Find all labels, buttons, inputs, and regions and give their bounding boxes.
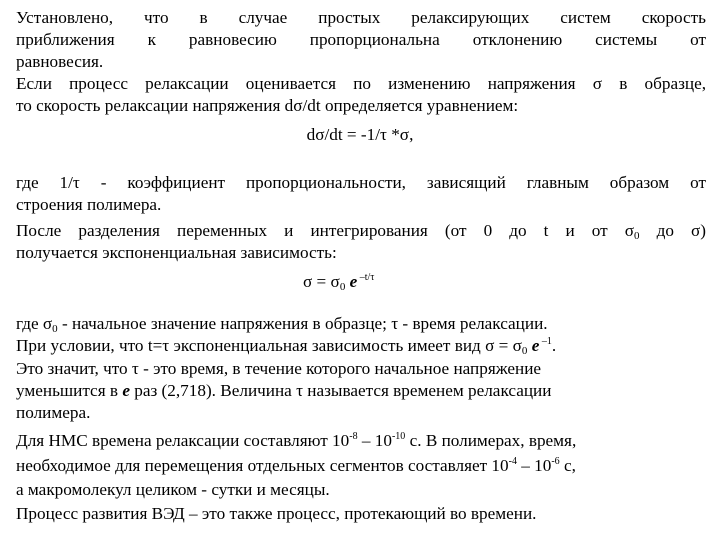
paragraph-4-line-1 <box>16 220 706 242</box>
paragraph-5-line-4-e: e <box>122 381 130 400</box>
paragraph-6-line-1-sup-2: -10 <box>391 431 406 442</box>
paragraph-6-line-2 <box>16 455 706 477</box>
paragraph-6-line-2-end: с, <box>559 456 576 475</box>
paragraph-6-line-1-end: с. В полимерах, время, <box>405 431 577 450</box>
paragraph-4-line-2: получается экспоненциальная зависимость: <box>16 243 337 262</box>
equation-exponential <box>303 271 503 293</box>
paragraph-6-line-2-mid: – 10 <box>516 456 552 475</box>
paragraph-5-line-4-end: раз (2,718). Величина τ называется временем релаксации <box>129 381 552 400</box>
paragraph-6-line-2-sup-1: -4 <box>508 456 517 467</box>
equation-rate: dσ/dt = -1/τ *σ, <box>306 125 414 144</box>
paragraph-1-line-3: равновесия. <box>16 52 104 71</box>
paragraph-6-line-3: а макромолекул целиком - сутки и месяцы. <box>16 480 330 499</box>
paragraph-3-line-1: где 1/τ - коэффициент пропорциональности, зависящий главным образом от <box>16 173 706 192</box>
paragraph-5-line-2-end: . <box>551 336 557 355</box>
equation-exponential-sub: 0 <box>339 281 346 293</box>
paragraph-5-line-1-start: где σ <box>16 314 53 333</box>
paragraph-5-line-2-e: e <box>527 336 540 355</box>
equation-exponential-e: e <box>345 272 358 291</box>
paragraph-5-line-1-sub: 0 <box>52 323 58 335</box>
paragraph-7: Процесс развития ВЭД – это также процесс, протекающий во времени. <box>16 504 537 523</box>
paragraph-5-line-1-end: - начальное значение напряжения в образце; τ - время релаксации. <box>57 314 548 333</box>
paragraph-5-line-4 <box>16 380 706 402</box>
paragraph-2-line-2: то скорость релаксации напряжения dσ/dt определяется уравнением: <box>16 96 519 115</box>
paragraph-5-line-3: Это значит, что τ - это время, в течение которого начальное напряжение <box>16 359 542 378</box>
paragraph-4-line-1-text: После разделения переменных и интегрирования (от 0 до t и от σ <box>16 221 635 240</box>
paragraph-6-line-1-start: Для НМС времена релаксации составляют 10 <box>16 431 350 450</box>
paragraph-6-line-1-mid: – 10 <box>357 431 392 450</box>
paragraph-6-line-2-sup-2: -6 <box>551 456 560 467</box>
paragraph-1-line-2: приближения к равновесию пропорциональна отклонению системы от <box>16 30 706 49</box>
paragraph-5-line-2-start: При условии, что t=τ экспоненциальная зависимость имеет вид σ = σ <box>16 336 522 355</box>
paragraph-3-line-2: строения полимера. <box>16 195 162 214</box>
equation-exponential-exponent: –t/τ <box>357 272 375 283</box>
equation-exponential-left: σ = σ <box>303 272 340 291</box>
paragraph-5-line-4-start: уменьшится в <box>16 381 123 400</box>
paragraph-2-line-1: Если процесс релаксации оценивается по изменению напряжения σ в образце, <box>16 74 706 93</box>
paragraph-5-line-2-sub: 0 <box>521 345 528 357</box>
paragraph-5-line-2 <box>16 335 706 357</box>
paragraph-5-line-5: полимера. <box>16 403 91 422</box>
subscript-zero: 0 <box>634 230 640 242</box>
paragraph-5-line-2-exponent: –1 <box>539 336 552 347</box>
paragraph-6-line-1-sup-1: -8 <box>349 431 358 442</box>
paragraph-4-line-1-end: до σ) <box>639 221 706 240</box>
paragraph-5-line-1 <box>16 313 706 335</box>
paragraph-6-line-2-start: необходимое для перемещения отдельных сегментов составляет 10 <box>16 456 509 475</box>
paragraph-1-line-1: Установлено, что в случае простых релаксирующих систем скорость <box>16 8 706 27</box>
paragraph-6-line-1 <box>16 430 706 452</box>
